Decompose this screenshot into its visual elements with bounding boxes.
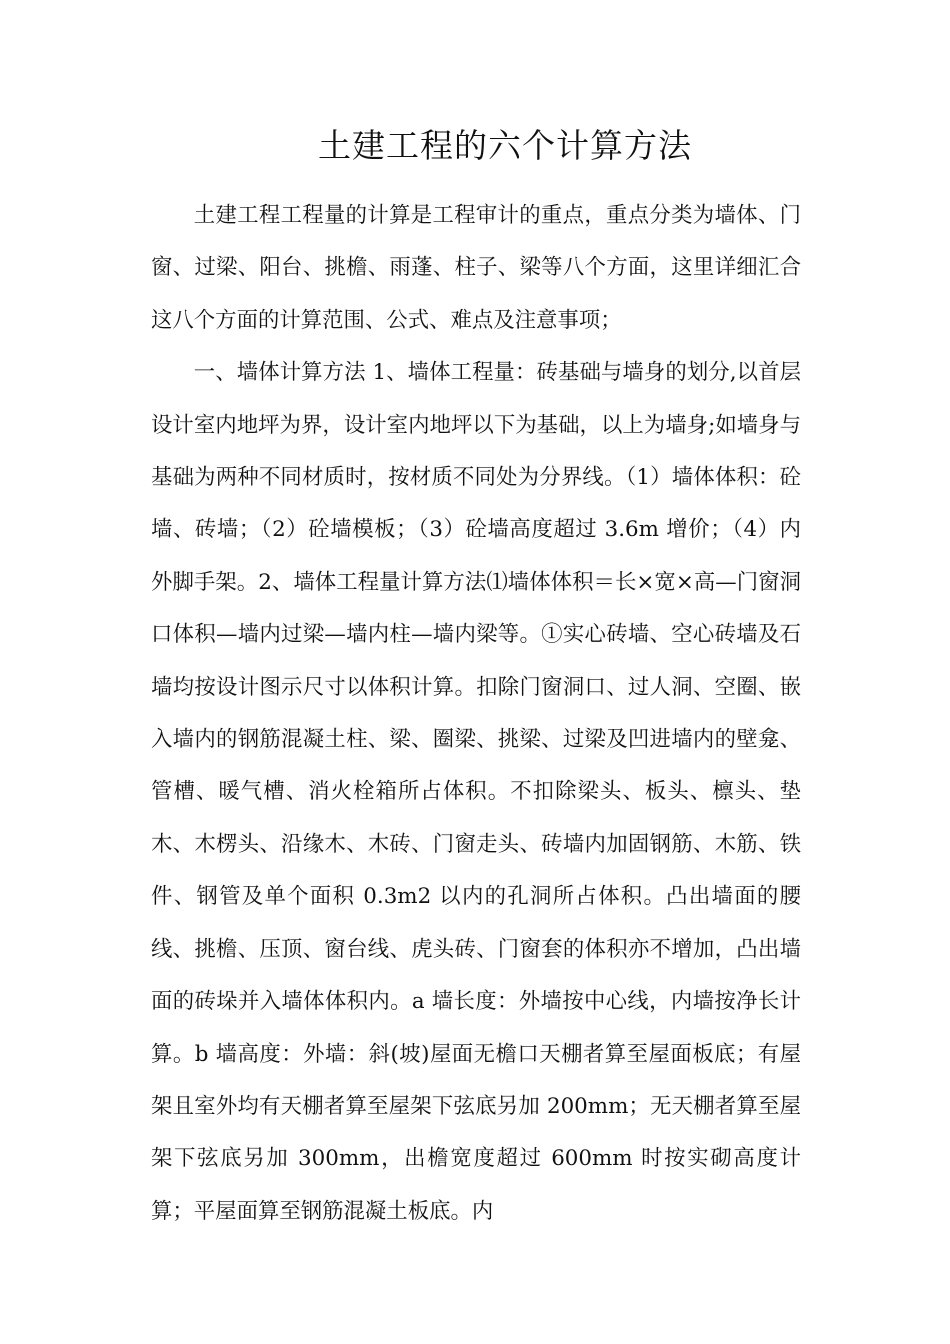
- document-title: 土建工程的六个计算方法: [318, 126, 692, 165]
- document-body: [151, 190, 801, 1238]
- paragraph-wall-calculation: 一、墙体计算方法 1、墙体工程量：砖基础与墙身的划分,以首层设计室内地坪为界，设计室内地坪以下为基础，以上为墙身;如墙身与基础为两种不同材质时，按材质不同处为分界线。（1）墙体体积：砼墙、砖墙；（2）砼墙模板；（3）砼墙高度超过 3.6m 增价；（4）内外脚手架。2、墙体工程量计算方法⑴墙体体积＝长×宽×高—门窗洞口体积—墙内过梁—墙内柱—墙内梁等。①实心砖墙、空心砖墙及石墙均按设计图示尺寸以体积计算。扣除门窗洞口、过人洞、空圈、嵌入墙内的钢筋混凝土柱、梁、圈梁、挑梁、过梁及凹进墙内的壁龛、管槽、暖气槽、消火栓箱所占体积。不扣除梁头、板头、檩头、垫木、木楞头、沿缘木、木砖、门窗走头、砖墙内加固钢筋、木筋、铁件、钢管及单个面积 0.3m2 以内的孔洞所占体积。凸出墙面的腰线、挑檐、压顶、窗台线、虎头砖、门窗套的体积亦不增加，凸出墙面的砖垛并入墙体体积内。a 墙长度：外墙按中心线，内墙按净长计算。b 墙高度：外墙：斜(坡)屋面无檐口天棚者算至屋面板底；有屋架且室外均有天棚者算至屋架下弦底另加 200mm；无天棚者算至屋架下弦底另加 300mm，出檐宽度超过 600mm 时按实砌高度计算；平屋面算至钢筋混凝土板底。内: [151, 360, 801, 1224]
- paragraph-intro: 土建工程工程量的计算是工程审计的重点，重点分类为墙体、门窗、过梁、阳台、挑檐、雨蓬、柱子、梁等八个方面，这里详细汇合这八个方面的计算范围、公式、难点及注意事项；: [151, 203, 801, 333]
